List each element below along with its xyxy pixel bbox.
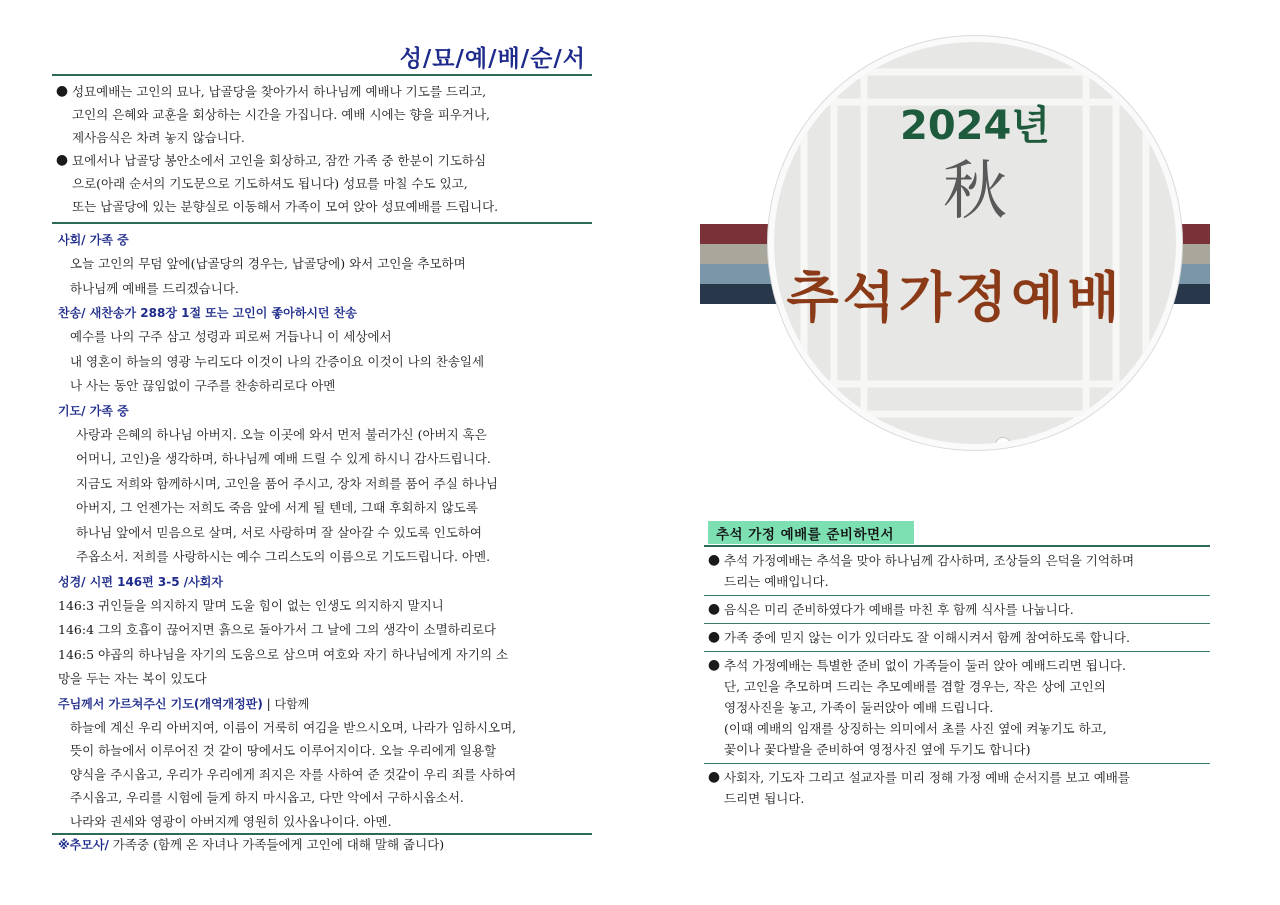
text-line: 또는 납골당에 있는 분향실로 이동해서 가족이 모여 앉아 성묘예배를 드립니다. (72, 199, 499, 214)
text-line: 지금도 저희와 함께하시며, 고인을 품어 주시고, 장차 저희를 품어 주실 하나님 (76, 475, 499, 491)
text-line: (이때 예배의 임재를 상징하는 의미에서 초를 사진 옆에 켜놓기도 하고, (724, 721, 1107, 736)
list-item (52, 149, 592, 218)
bullet-icon: ● (707, 601, 721, 617)
text-line: 하나님께 예배를 드리겠습니다. (70, 280, 239, 296)
section-heading-lords-prayer (58, 692, 592, 716)
text-line: 양식을 주시옵고, 우리가 우리에게 죄지은 자를 사하여 준 것같이 우리 죄를 사하여 (70, 766, 517, 782)
text-line: 하나님 앞에서 믿음으로 살며, 서로 사랑하며 잘 살아갈 수 있도록 인도하여 (76, 524, 482, 540)
text-line: 하늘에 계신 우리 아버지여, 이름이 거룩히 여김을 받으시오며, 나라가 임하시오며, (70, 719, 517, 735)
section-heading-prayer: 기도/ 가족 중 (58, 403, 129, 418)
text-line: 146:5 야곱의 하나님을 자기의 도움으로 삼으며 여호와 자기 하나님에게 자기의 소 (58, 646, 509, 662)
dot-icon (995, 437, 1011, 450)
text-line: 드리면 됩니다. (724, 791, 805, 806)
dot-icon (1043, 437, 1059, 450)
preparation-notes (704, 521, 1210, 812)
list-item (704, 652, 1210, 764)
text-line: 추석 가정예배는 특별한 준비 없이 가족들이 둘러 앉아 예배드리면 됩니다. (724, 658, 1126, 673)
section-body-lords-prayer (52, 716, 592, 834)
eulogy-text: 가족중 (함께 온 자녀나 가족들에게 고인에 대해 말해 줍니다) (108, 837, 445, 852)
text-line: 성묘예배는 고인의 묘나, 납골당을 찾아가서 하나님께 예배나 기도를 드리고, (72, 84, 487, 99)
eulogy-heading: ※추모사/ (58, 838, 109, 852)
text-line: 사회자, 기도자 그리고 설교자를 미리 정해 가정 예배 순서지를 보고 예배를 (724, 770, 1130, 785)
text-line: 나라와 권세와 영광이 아버지께 영원히 있사옵나이다. 아멘. (70, 813, 392, 829)
text-line: 으로(아래 순서의 기도문으로 기도하셔도 됩니다) 성묘를 마칠 수도 있고, (72, 176, 468, 191)
bullet-icon: ● (707, 657, 721, 673)
text-line: 음식은 미리 준비하였다가 예배를 마친 후 함께 식사를 나눕니다. (724, 602, 1074, 617)
preparation-list (704, 545, 1210, 812)
text-line: 추석 가정예배는 추석을 맞아 하나님께 감사하며, 조상들의 은덕을 기억하며 (724, 553, 1135, 568)
list-item (704, 764, 1210, 812)
decorative-dots (995, 437, 1059, 450)
text-line: 고인의 은혜와 교훈을 회상하는 시간을 가집니다. 예배 시에는 향을 피우거나, (72, 107, 491, 122)
text-line: 제사음식은 차려 놓지 않습니다. (72, 130, 245, 145)
list-item (52, 80, 592, 149)
main-title: 추석가정예배 (786, 265, 1124, 329)
cover-emblem (700, 30, 1210, 490)
text-line: 아버지, 그 언젠가는 저희도 죽음 앞에 서게 될 텐데, 그때 후회하지 않도록 (76, 500, 478, 515)
text-line: 영정사진을 놓고, 가족이 둘러앉아 예배 드립니다. (724, 700, 994, 715)
text-line: 사랑과 은혜의 하나님 아버지. 오늘 이곳에 와서 먼저 불러가신 (아버지 혹은 (76, 426, 487, 442)
bullet-icon: ● (55, 152, 69, 168)
section-heading-tail: | 다함께 (262, 696, 310, 711)
text-line: 꽃이나 꽃다발을 준비하여 영정사진 옆에 두기도 합니다) (724, 742, 1031, 757)
section-heading-scripture: 성경/ 시편 146편 3-5 /사회자 (58, 574, 223, 589)
bullet-icon: ● (55, 83, 69, 99)
text-line: 뜻이 하늘에서 이루어진 것 같이 땅에서도 이루어지이다. 오늘 우리에게 일용할 (70, 743, 497, 758)
text-line: 나 사는 동안 끊임없이 구주를 찬송하리로다 아멘 (70, 378, 336, 393)
text-line: 망을 두는 자는 복이 있도다 (58, 671, 207, 686)
text-line: 오늘 고인의 무덤 앞에(납골당의 경우는, 납골당에) 와서 고인을 추모하며 (70, 256, 466, 271)
emblem-circle (768, 36, 1182, 450)
page-title: 성/묘/예/배/순/서 (399, 46, 586, 72)
bullet-icon: ● (707, 552, 721, 568)
section-heading-hymn: 찬송/ 새찬송가 288장 1절 또는 고인이 좋아하시던 찬송 (58, 306, 357, 320)
text-line: 146:4 그의 호흡이 끊어지면 흙으로 돌아가서 그 날에 그의 생각이 소멸하리로다 (58, 622, 497, 637)
text-line: 예수를 나의 구주 삼고 성령과 피로써 거듭나니 이 세상에서 (70, 329, 392, 344)
text-line: 주옵소서. 저희를 사랑하시는 예수 그리스도의 이름으로 기도드립니다. 아멘. (76, 549, 491, 564)
bullet-icon: ● (707, 769, 721, 785)
section-body-hymn (52, 325, 592, 399)
text-line: 146:3 귀인들을 의지하지 말며 도울 힘이 없는 인생도 의지하지 말지니 (58, 597, 444, 613)
autumn-calligraphy: 秋 (943, 155, 1007, 229)
section-title: 추석 가정 예배를 준비하면서 (708, 521, 914, 544)
text-line: 드리는 예배입니다. (724, 574, 829, 589)
order-of-service (52, 40, 592, 855)
section-heading-welcome: 사회/ 가족 중 (58, 233, 129, 247)
text-line: 주시옵고, 우리를 시험에 들게 하지 마시옵고, 다만 악에서 구하시옵소서. (70, 790, 464, 805)
section-heading-text: 주님께서 가르쳐주신 기도(개역개정판) (58, 696, 263, 711)
year-label: 2024년 (900, 103, 1050, 149)
list-item (704, 624, 1210, 652)
text-line: 어머니, 고인)을 생각하며, 하나님께 예배 드릴 수 있게 하시니 감사드립니다. (76, 451, 491, 466)
list-item (704, 547, 1210, 596)
list-item (704, 596, 1210, 624)
intro-notes (52, 76, 592, 222)
eulogy-line (58, 835, 592, 855)
dot-icon (1019, 437, 1035, 450)
text-line: 내 영혼이 하늘의 영광 누리도다 이것이 나의 간증이요 이것이 나의 찬송일세 (70, 353, 485, 369)
section-body-welcome (52, 252, 592, 301)
text-line: 가족 중에 믿지 않는 이가 있더라도 잘 이해시켜서 함께 참여하도록 합니다. (724, 630, 1130, 645)
section-body-scripture (52, 594, 592, 692)
bullet-icon: ● (707, 629, 721, 645)
section-body-prayer (52, 423, 592, 570)
text-line: 묘에서나 납골당 봉안소에서 고인을 회상하고, 잠깐 가족 중 한분이 기도하심 (72, 153, 487, 168)
text-line: 단, 고인을 추모하며 드리는 추모예배를 겸할 경우는, 작은 상에 고인의 (724, 679, 1106, 694)
